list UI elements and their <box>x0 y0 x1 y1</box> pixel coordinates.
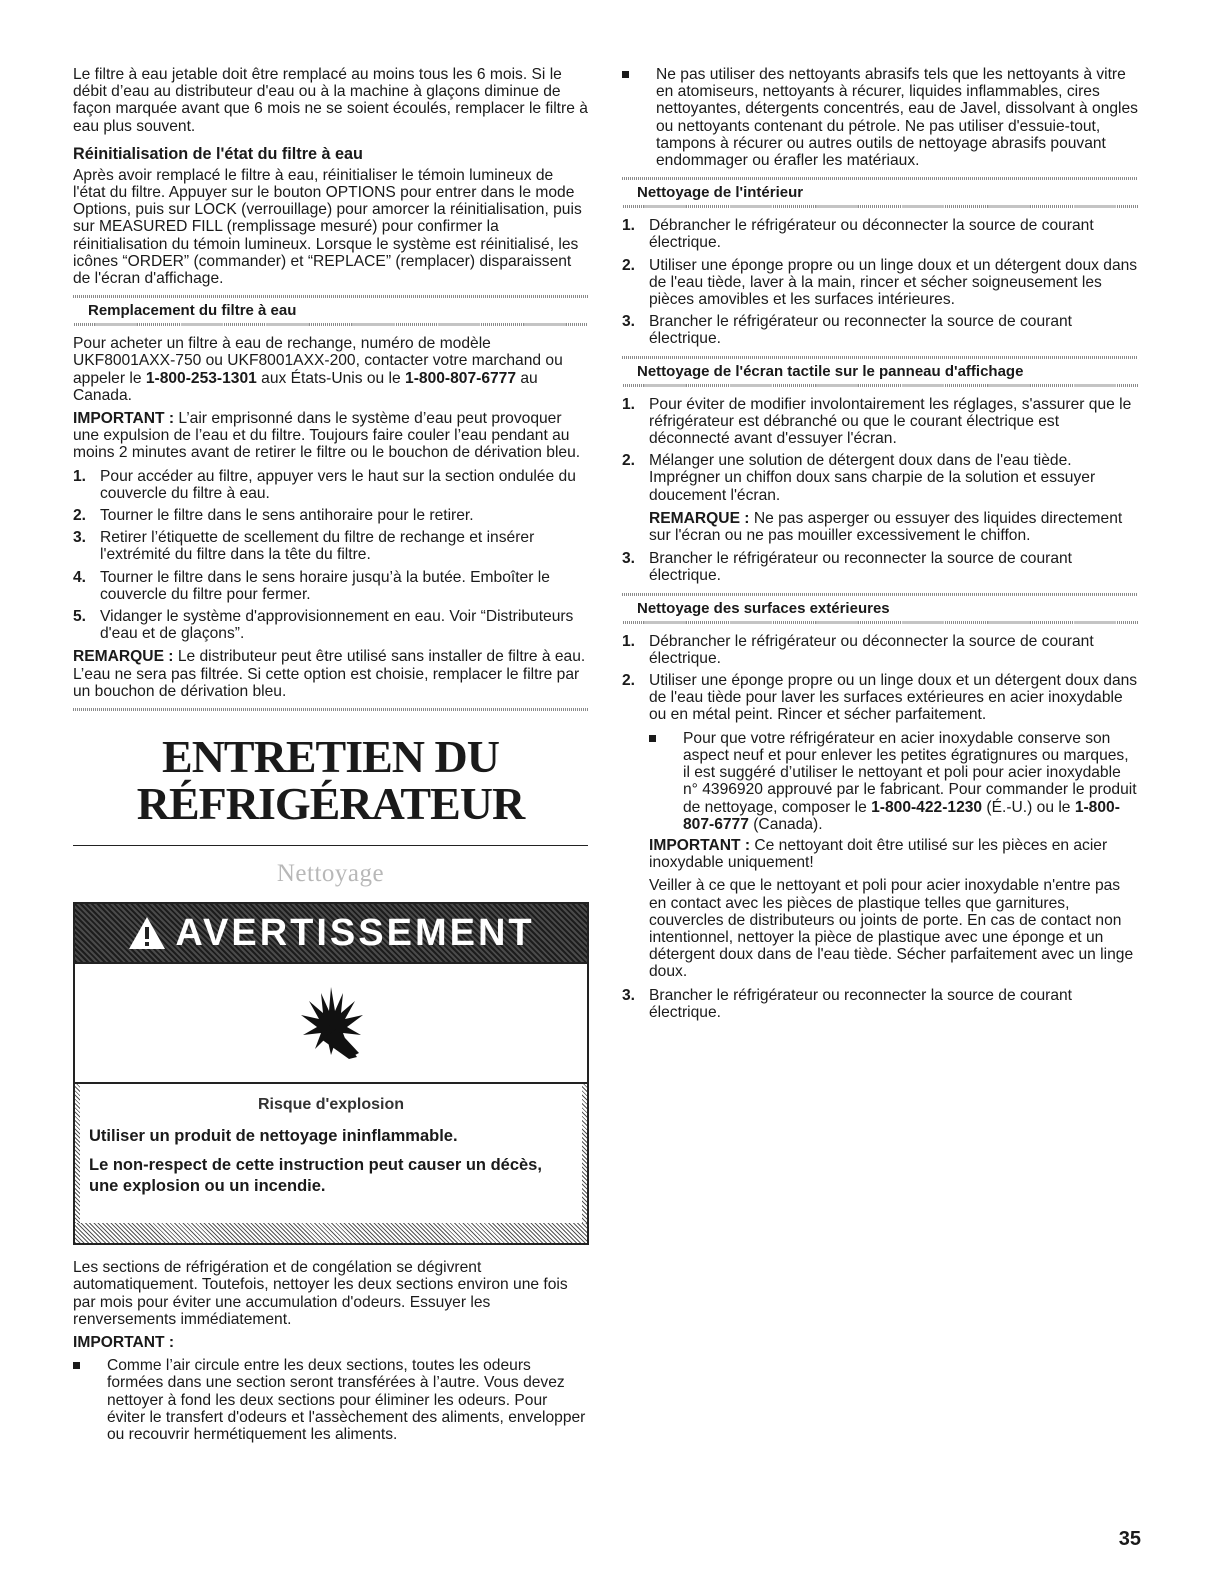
list-item: 2. Mélanger une solution de détergent doux dans de l'eau tiède. Imprégner un chiffon doux sans charpie de la solution et essuyer doucement l'écran. <box>622 452 1096 504</box>
steel-note: Veiller à ce que le nettoyant et poli pour acier inoxydable n'entre pas en contact avec les pièces de plastique telles que garnitures, couvercles de distributeurs ou joints de porte. En cas de contact non intentionnel, nettoyer la pièce de plastique avec une éponge et un détergent doux dans de l'eau tiède. Sécher parfaitement avec un linge doux. <box>649 877 1134 981</box>
explosion-icon <box>291 983 371 1063</box>
chapter-title: ENTRETIEN DU RÉFRIGÉRATEUR <box>136 731 525 830</box>
page-number: 35 <box>1118 1528 1141 1550</box>
reset-text: Après avoir remplacé le filtre à eau, réinitialiser le témoin lumineux de l'état du filtre. Appuyer sur le bouton OPTIONS pour entrer dans le mode Options, puis sur LOCK (verrouillage) pour amorcer la réinitialisation, puis sur MEASURED FILL (remplissage mesuré) pour confirmer la réinitialisation du témoin lumineux. Lorsque le système est réinitialisé, les icônes “ORDER” (commander) et “REPLACE” (remplacer) disparaissent de l'écran d'affichage. <box>73 166 582 288</box>
list-item: 3. Brancher le réfrigérateur ou reconnecter la source de courant électrique. <box>622 550 1072 585</box>
warning-banner: AVERTISSEMENT <box>75 904 587 964</box>
left-column <box>73 66 588 1447</box>
section-subtitle: Nettoyage <box>276 860 385 888</box>
replace-steps <box>73 468 588 643</box>
list-item: 2. Utiliser une éponge propre ou un linge doux et un détergent doux dans de l'eau tiède, laver à la main, rincer et sécher soigneusement les pièces amovibles et les surfaces intérieures. <box>622 256 1138 309</box>
list-item: 3. Retirer l’étiquette de scellement du filtre de rechange et insérer l'extrémité du filtre dans la tête du filtre. <box>73 529 535 564</box>
reset-heading: Réinitialisation de l'état du filtre à eau <box>73 144 363 163</box>
odor-bullets <box>73 1357 588 1443</box>
warning-triangle-icon <box>127 915 167 951</box>
touchscreen-steps <box>622 396 1138 504</box>
list-item: Ne pas utiliser des nettoyants abrasifs tels que les nettoyants à vitre en atomiseurs, nettoyants à récurer, liquides inflammables, cires nettoyantes, détergents concentrés, eau de Javel, dissolvant à ongles ou nettoyants contenant du pétrole. Ne pas utiliser d'essuie-tout, tampons à récurer ou autres outils de nettoyage abrasifs pouvant endommager ou érafler les matériaux. <box>622 66 1138 169</box>
interior-heading: Nettoyage de l'intérieur <box>637 184 804 202</box>
list-item: Pour que votre réfrigérateur en acier inoxydable conserve son aspect neuf et pour enlever les petites égratignures ou marques, il est suggéré d’utiliser le nettoyant et poli pour acier inoxydable n° 4396920 approuvé par le fabricant. Pour commander le produit de nettoyage, composer le 1-800-422-1230 (É.-U.) ou le 1-800-807-6777 (Canada). <box>649 730 1138 833</box>
list-item: 2. Utiliser une éponge propre ou un linge doux et un détergent doux dans de l'eau tiède pour laver les surfaces extérieures en acier inoxydable ou en métal peint. Rincer et sécher parfaitement. <box>622 672 1138 724</box>
list-item: 1. Débrancher le réfrigérateur ou déconnecter la source de courant électrique. <box>622 632 1094 667</box>
warning-risk: Risque d'explosion <box>257 1096 405 1114</box>
exterior-steps <box>622 633 1138 724</box>
important-paragraph: IMPORTANT : L’air emprisonné dans le système d’eau peut provoquer une expulsion de l’eau et du filtre. Toujours faire couler l’eau pendant au moins 2 minutes avant de retirer le filtre ou le bouchon de dérivation bleu. <box>73 410 581 462</box>
warning-instruction: Utiliser un produit de nettoyage ininflammable. <box>89 1127 458 1146</box>
list-item: 3. Brancher le réfrigérateur ou reconnecter la source de courant électrique. <box>622 986 1072 1021</box>
list-item: 1. Débrancher le réfrigérateur ou déconnecter la source de courant électrique. <box>622 217 1094 252</box>
list-item: 1. Pour accéder au filtre, appuyer vers le haut sur la section ondulée du couvercle du filtre à eau. <box>73 467 576 502</box>
warning-box <box>73 902 589 1245</box>
right-column <box>622 66 1138 1027</box>
list-item: 3. Brancher le réfrigérateur ou reconnecter la source de courant électrique. <box>622 313 1072 348</box>
exterior-heading: Nettoyage des surfaces extérieures <box>637 599 890 617</box>
list-item: Comme l’air circule entre les deux sections, toutes les odeurs formées dans une section seront transférées à l’autre. Vous devez nettoyer à fond les deux sections pour éliminer les odeurs. Pour éviter le transfert d'odeurs et l'assèchement des aliments, envelopper ou recouvrir hermétiquement les aliments. <box>73 1357 588 1443</box>
warning-consequence: Le non-respect de cette instruction peut causer un décès, une explosion ou un incendie. <box>89 1156 542 1196</box>
remarque-paragraph: REMARQUE : Le distributeur peut être utilisé sans installer de filtre à eau. L’eau ne sera pas filtrée. Si cette option est choisie, remplacer le filtre par un bouchon de dérivation bleu. <box>73 648 586 700</box>
steel-important: IMPORTANT : Ce nettoyant doit être utilisé sur les pièces en acier inoxydable uniquement! <box>649 836 1108 872</box>
interior-steps <box>622 217 1138 347</box>
replace-paragraph: Pour acheter un filtre à eau de rechange, numéro de modèle UKF8001AXX-750 ou UKF8001AXX-200, contacter votre marchand ou appeler le 1-800-253-1301 aux États-Unis ou le 1-800-807-6777 au Canada. <box>73 335 563 404</box>
important-label: IMPORTANT : <box>73 1333 175 1351</box>
touch-remarque: REMARQUE : Ne pas asperger ou essuyer des liquides directement sur l'écran ou ne pas mouiller excessivement le chiffon. <box>649 509 1123 545</box>
steel-bullets <box>622 730 1138 833</box>
phone-canada: 1-800-807-6777 <box>405 369 517 387</box>
touchscreen-heading: Nettoyage de l'écran tactile sur le panneau d'affichage <box>637 362 1024 380</box>
abrasive-bullets <box>622 66 1138 169</box>
list-item: 5. Vidanger le système d'approvisionnement en eau. Voir “Distributeurs d'eau et de glaçons”. <box>73 608 574 643</box>
filter-intro: Le filtre à eau jetable doit être remplacé au moins tous les 6 mois. Si le débit d’eau au distributeur d'eau ou à la machine à glaçons diminue de façon marquée avant que 6 mois ne se soient écoulés, remplacer le filtre à eau plus souvent. <box>73 66 588 135</box>
section-divider <box>73 708 588 711</box>
replace-heading: Remplacement du filtre à eau <box>88 302 297 320</box>
list-item: 4. Tourner le filtre dans le sens horaire jusqu’à la butée. Emboîter le couvercle du filtre pour fermer. <box>73 568 550 603</box>
phone-us: 1-800-253-1301 <box>145 369 257 387</box>
list-item: 1. Pour éviter de modifier involontairement les réglages, s'assurer que le réfrigérateur est débranché ou que le courant électrique est déconnecté avant d'essuyer l'écran. <box>622 395 1132 448</box>
defrost-paragraph: Les sections de réfrigération et de congélation se dégivrent automatiquement. Toutefois, nettoyer les deux sections environ une fois par mois pour éviter une accumulation d'odeurs. Essuyer les renversements immédiatement. <box>73 1259 568 1328</box>
list-item: 2. Tourner le filtre dans le sens antihoraire pour le retirer. <box>73 507 474 525</box>
title-rule <box>73 845 588 846</box>
